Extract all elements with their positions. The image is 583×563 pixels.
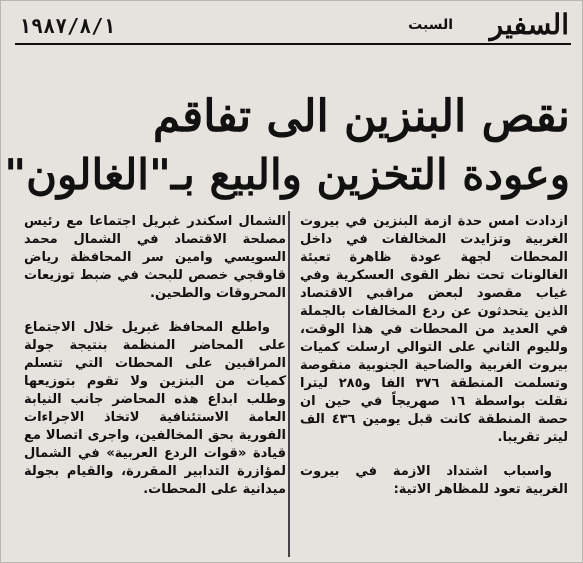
issue-date: ١٩٨٧/٨/١ <box>19 14 116 38</box>
article-paragraph: واسباب اشتداد الازمة في بيروت الغربية تعود للمظاهر الاتية: <box>300 464 568 497</box>
article-column-right <box>300 213 568 515</box>
column-divider <box>288 211 290 557</box>
article-paragraph: واطلع المحافظ غبريل خلال الاجتماع على المحاضر المنظمة بنتيجة جولة المراقبين على المحطات التي تتسلم كميات من البنزين ولا تقوم بتوزيعها وطلب ابداع هذه المحاضر جانب النيابة العامة الاستئنافية لاتخاذ الاجراءات الفورية بحق المخالفين، واجرى اتصالا مع قيادة «قوات الردع العربية» في الشمال لمؤازرة التدابير المقررة، والقيام بجولة ميدانية على المحطات. <box>24 320 286 497</box>
headline-line-1: نقص البنزين الى تفاقم <box>152 91 570 142</box>
headline-line-2: وعودة التخزين والبيع بـ"الغالون" <box>4 150 570 199</box>
article-paragraph: ازدادت امس حدة ازمة البنزين في بيروت الغربية وتزايدت المخالفات في داخل المحطات لجهة عودة ظاهرة تعبئة الغالونات تحت نظر القوى العسكرية وفي غياب مقصود لبعض مراقبي الاقتصاد الذين يتحدثون عن ردع المخالفات بالجملة في العديد من المحطات في هذا الوقت، ولليوم الثاني على التوالي ارسلت كميات بيروت الغربية والضاحية الجنوبية منقوصة وتسلمت المنطقة ٣٧٦ الفا و٢٨٥ ليترا نقلت بواسطة ١٦ صهريجاً في حين ان حصة المنطقة كانت قبل يومين ٤٣٦ الف ليتر تقريبا. <box>300 214 568 445</box>
article-column-left <box>24 213 286 515</box>
masthead: السفير <box>489 8 569 41</box>
issue-day: السبت <box>408 17 453 33</box>
article-paragraph: الشمال اسكندر غبريل اجتماعا مع رئيس مصلحة الاقتصاد في الشمال محمد السويسي وامين سر المحافظة رياض قاوقجي خصص للبحث في ضبط توزيعات المحروقات والطحين. <box>24 214 286 301</box>
newspaper-header <box>15 8 571 45</box>
